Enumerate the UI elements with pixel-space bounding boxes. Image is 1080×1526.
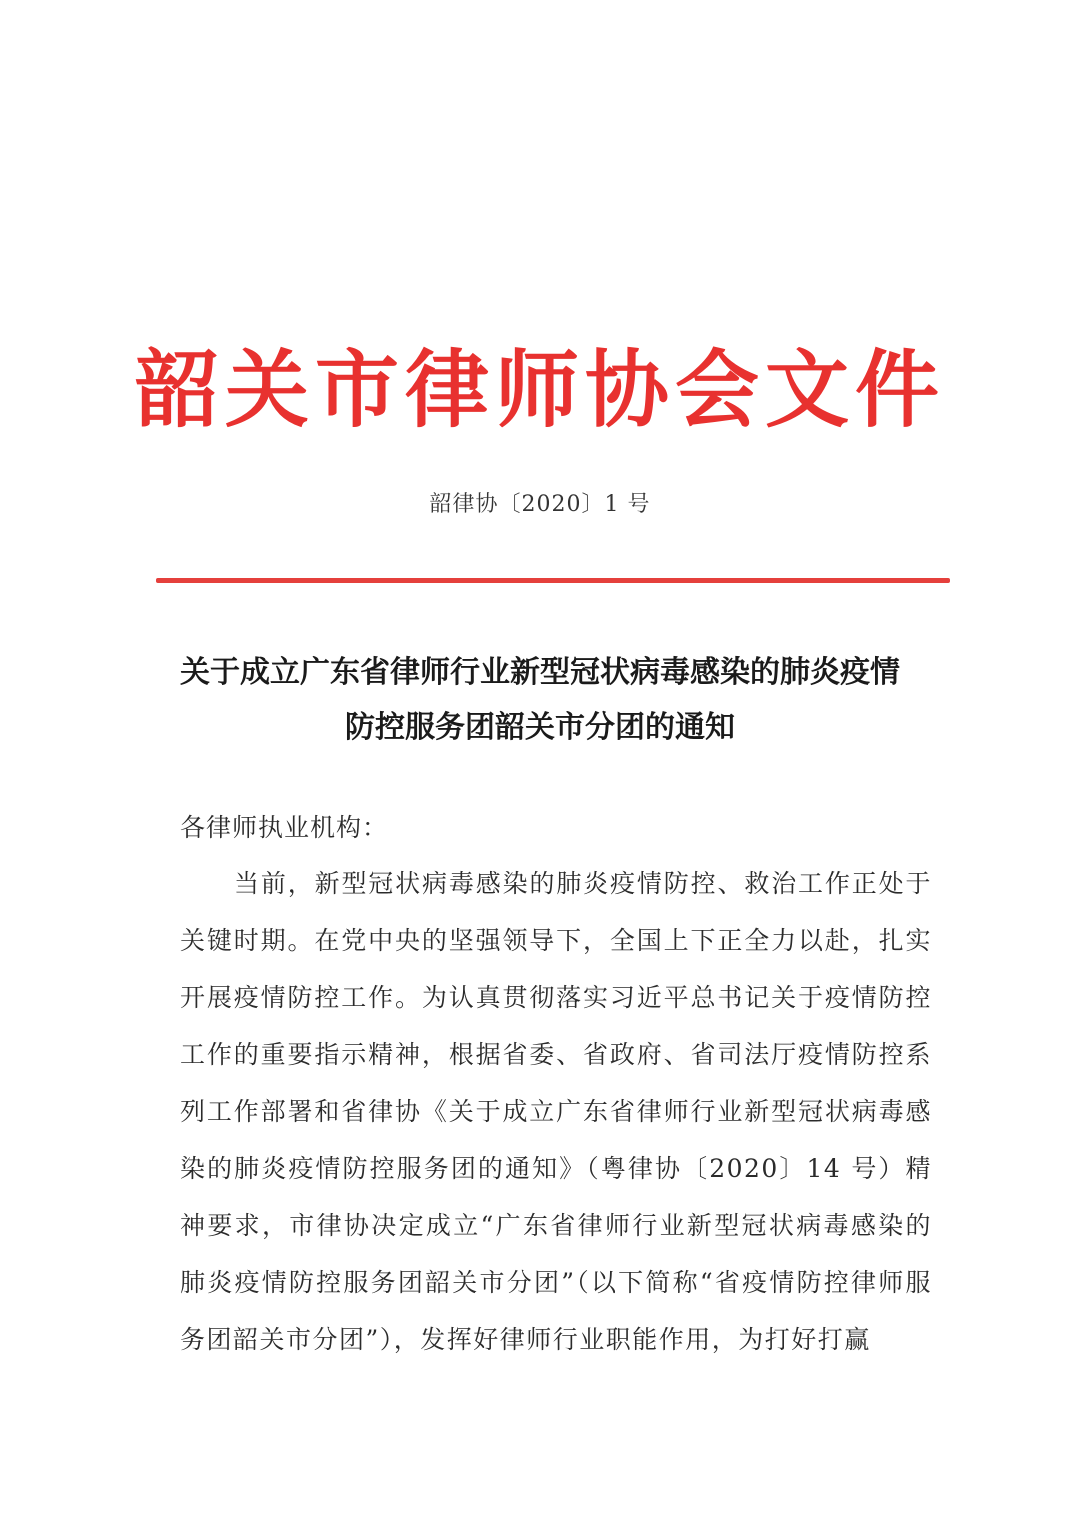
red-divider-rule: [156, 578, 950, 583]
notice-title-line-1: 关于成立广东省律师行业新型冠状病毒感染的肺炎疫情: [180, 655, 900, 690]
document-number: 韶律协〔2020〕1 号: [429, 492, 651, 517]
document-masthead: 韶关市律师协会文件: [134, 340, 945, 439]
notice-title-line-2: 防控服务团韶关市分团的通知: [345, 710, 735, 745]
salutation: 各律师执业机构：: [180, 813, 389, 842]
body-paragraph: 当前，新型冠状病毒感染的肺炎疫情防控、救治工作正处于关键时期。在党中央的坚强领导下，全国上下正全力以赴，扎实开展疫情防控工作。为认真贯彻落实习近平总书记关于疫情防控工作的重要指示精神，根据省委、省政府、省司法厅疫情防控系列工作部署和省律协《关于成立广东省律师行业新型冠状病毒感染的肺炎疫情防控服务团的通知》（粤律协〔2020〕14 号）精神要求，市律协决定成立“广东省律师行业新型冠状病毒感染的肺炎疫情防控服务团韶关市分团”（以下简称“省疫情防控律师服务团韶关市分团”），发挥好律师行业职能作用，为打好打赢: [180, 869, 932, 1354]
